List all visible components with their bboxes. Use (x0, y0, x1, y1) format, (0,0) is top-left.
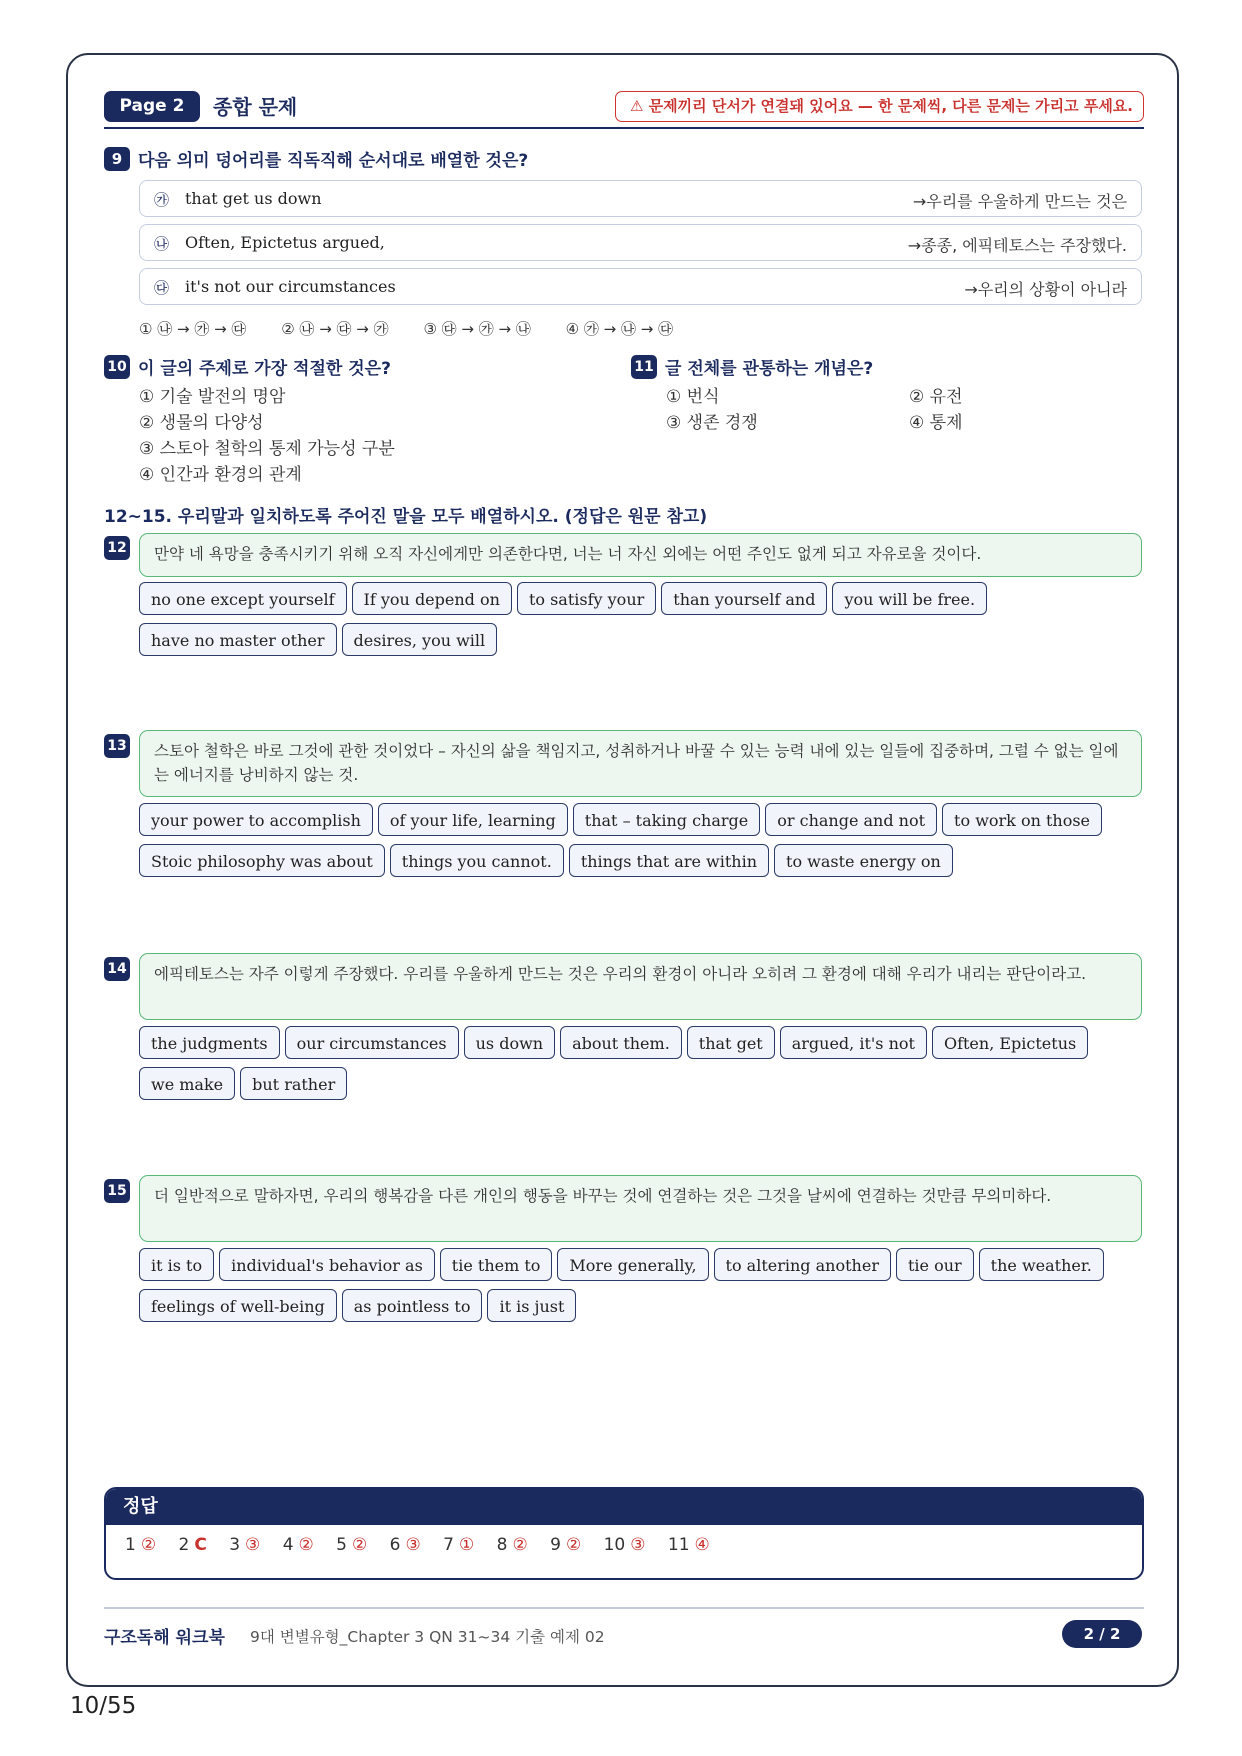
chunk-label: ㉰ (154, 279, 170, 297)
chunk-korean: →우리의 상황이 아니라 (964, 280, 1127, 299)
header-divider (104, 127, 1144, 129)
word-chip[interactable]: to work on those (942, 803, 1102, 836)
word-chip[interactable]: things you cannot. (390, 844, 564, 877)
word-chip[interactable]: you will be free. (832, 582, 987, 615)
word-chip[interactable]: tie them to (440, 1248, 553, 1281)
question-text: 다음 의미 덩어리를 직독직해 순서대로 배열한 것은? (138, 151, 529, 171)
word-chip[interactable]: that – taking charge (573, 803, 760, 836)
choice-1[interactable]: ① ㉯ → ㉮ → ㉰ (139, 320, 247, 338)
chunk-english: that get us down (185, 189, 322, 208)
answer-item: 10 ③ (603, 1535, 646, 1555)
word-chip[interactable]: about them. (560, 1026, 682, 1059)
word-chip[interactable]: as pointless to (342, 1289, 483, 1322)
answer-key-box (104, 1487, 1144, 1580)
answer-item: 5 ② (336, 1535, 368, 1555)
word-chip[interactable]: to satisfy your (517, 582, 656, 615)
word-chip-bank (139, 1248, 1149, 1330)
chunk-english: Often, Epictetus argued, (185, 233, 385, 252)
option-1[interactable]: ① 번식 (666, 387, 720, 407)
answer-item: 6 ③ (389, 1535, 421, 1555)
option-2[interactable]: ② 유전 (909, 387, 963, 407)
question-number: 12 (104, 536, 130, 560)
answer-item: 7 ① (443, 1535, 475, 1555)
korean-sentence-box: 만약 네 욕망을 충족시키기 위해 오직 자신에게만 의존한다면, 너는 너 자신 외에는 어떤 주인도 없게 되고 자유로울 것이다. (139, 533, 1142, 577)
chunk-english: it's not our circumstances (185, 277, 396, 296)
word-chip[interactable]: tie our (896, 1248, 974, 1281)
question-10-options (139, 384, 395, 488)
option-4[interactable]: ④ 인간과 환경의 관계 (139, 465, 302, 485)
answer-item: 11 ④ (667, 1535, 710, 1555)
answer-item: 3 ③ (229, 1535, 261, 1555)
word-chip[interactable]: things that are within (569, 844, 769, 877)
word-chip[interactable]: individual's behavior as (219, 1248, 435, 1281)
word-chip[interactable]: to altering another (714, 1248, 891, 1281)
page-header (104, 91, 1144, 129)
question-number: 11 (631, 355, 657, 379)
word-chip[interactable]: our circumstances (285, 1026, 459, 1059)
question-15-number-wrap (104, 1179, 130, 1203)
word-chip[interactable]: but rather (240, 1067, 347, 1100)
option-4[interactable]: ④ 통제 (909, 413, 963, 433)
answer-item: 2 C (178, 1535, 207, 1555)
word-chip-bank (139, 1026, 1149, 1108)
option-3[interactable]: ③ 스토아 철학의 통제 가능성 구분 (139, 439, 395, 459)
footer-subtitle: 9대 변별유형_Chapter 3 QN 31~34 기출 예제 02 (250, 1628, 605, 1646)
word-chip[interactable]: the weather. (979, 1248, 1104, 1281)
korean-sentence-box: 더 일반적으로 말하자면, 우리의 행복감을 다른 개인의 행동을 바꾸는 것에 연결하는 것은 그것을 날씨에 연결하는 것만큼 무의미하다. (139, 1175, 1142, 1242)
question-number: 9 (104, 147, 130, 171)
word-chip[interactable]: desires, you will (342, 623, 498, 656)
word-chip[interactable]: feelings of well-being (139, 1289, 337, 1322)
word-chip[interactable]: or change and not (765, 803, 937, 836)
answer-item: 1 ② (125, 1535, 157, 1555)
word-chip[interactable]: the judgments (139, 1026, 280, 1059)
korean-sentence-box: 스토아 철학은 바로 그것에 관한 것이었다 – 자신의 삶을 책임지고, 성취하거나 바꿀 수 있는 능력 내에 있는 일들에 집중하며, 그럴 수 없는 일에는 에너지를 낭비하지 않는 것. (139, 730, 1142, 797)
word-chip[interactable]: More generally, (557, 1248, 708, 1281)
footer-page-badge: 2 / 2 (1062, 1620, 1142, 1648)
chunk-korean: →종종, 에픽테토스는 주장했다. (907, 236, 1127, 255)
page-badge: Page 2 (104, 91, 200, 122)
chunk-row (139, 180, 1142, 217)
word-chip[interactable]: argued, it's not (780, 1026, 927, 1059)
word-chip[interactable]: us down (464, 1026, 555, 1059)
question-11-options-left (666, 384, 926, 436)
question-11-options-right (909, 384, 1109, 436)
question-14-number-wrap (104, 957, 130, 981)
word-chip[interactable]: to waste energy on (774, 844, 953, 877)
chunk-korean: →우리를 우울하게 만드는 것은 (912, 192, 1127, 211)
answer-item: 9 ② (550, 1535, 582, 1555)
chunk-row (139, 224, 1142, 261)
option-2[interactable]: ② 생물의 다양성 (139, 413, 264, 433)
question-11-heading (631, 354, 873, 379)
question-10-heading (104, 354, 391, 379)
footer-book-title: 구조독해 워크북 (104, 1628, 225, 1648)
word-chip[interactable]: that get (687, 1026, 775, 1059)
question-13-number-wrap (104, 734, 130, 758)
word-chip[interactable]: we make (139, 1067, 235, 1100)
page-title: 종합 문제 (213, 95, 298, 119)
word-chip[interactable]: than yourself and (661, 582, 827, 615)
answer-item: 4 ② (282, 1535, 314, 1555)
warning-notice: ⚠ 문제끼리 단서가 연결돼 있어요 — 한 문제씩, 다른 문제는 가리고 푸세요. (615, 91, 1144, 122)
question-text: 이 글의 주제로 가장 적절한 것은? (138, 359, 391, 379)
word-chip[interactable]: of your life, learning (378, 803, 568, 836)
option-1[interactable]: ① 기술 발전의 명암 (139, 387, 286, 407)
word-chip[interactable]: it is just (487, 1289, 576, 1322)
question-number: 15 (104, 1179, 130, 1203)
question-number: 10 (104, 355, 130, 379)
footer-divider (104, 1607, 1144, 1609)
choice-3[interactable]: ③ ㉰ → ㉮ → ㉯ (423, 320, 531, 338)
word-chip[interactable]: have no master other (139, 623, 337, 656)
section-instruction: 12~15. 우리말과 일치하도록 주어진 말을 모두 배열하시오. (정답은 원문 참고) (104, 507, 708, 527)
word-chip[interactable]: Stoic philosophy was about (139, 844, 385, 877)
option-3[interactable]: ③ 생존 경쟁 (666, 413, 758, 433)
word-chip[interactable]: If you depend on (352, 582, 512, 615)
choice-2[interactable]: ② ㉯ → ㉰ → ㉮ (281, 320, 389, 338)
answer-item: 8 ② (496, 1535, 528, 1555)
word-chip-bank (139, 582, 1149, 664)
chunk-label: ㉯ (154, 235, 170, 253)
choice-4[interactable]: ④ ㉮ → ㉯ → ㉰ (565, 320, 674, 338)
chunk-label: ㉮ (154, 191, 170, 209)
answer-key-title: 정답 (106, 1489, 1142, 1525)
question-number: 14 (104, 957, 130, 981)
question-number: 13 (104, 734, 130, 758)
word-chip[interactable]: Often, Epictetus (932, 1026, 1088, 1059)
answer-key-list (106, 1525, 1142, 1555)
question-12-number-wrap (104, 536, 130, 560)
word-chip-bank (139, 803, 1149, 885)
word-chip[interactable]: your power to accomplish (139, 803, 373, 836)
chunk-row (139, 268, 1142, 305)
word-chip[interactable]: it is to (139, 1248, 214, 1281)
word-chip[interactable]: no one except yourself (139, 582, 347, 615)
question-9-choices (139, 318, 703, 339)
question-text: 글 전체를 관통하는 개념은? (665, 359, 874, 379)
question-9-heading (104, 146, 528, 171)
document-page-count: 10/55 (70, 1693, 137, 1719)
korean-sentence-box: 에픽테토스는 자주 이렇게 주장했다. 우리를 우울하게 만드는 것은 우리의 환경이 아니라 오히려 그 환경에 대해 우리가 내리는 판단이라고. (139, 953, 1142, 1020)
